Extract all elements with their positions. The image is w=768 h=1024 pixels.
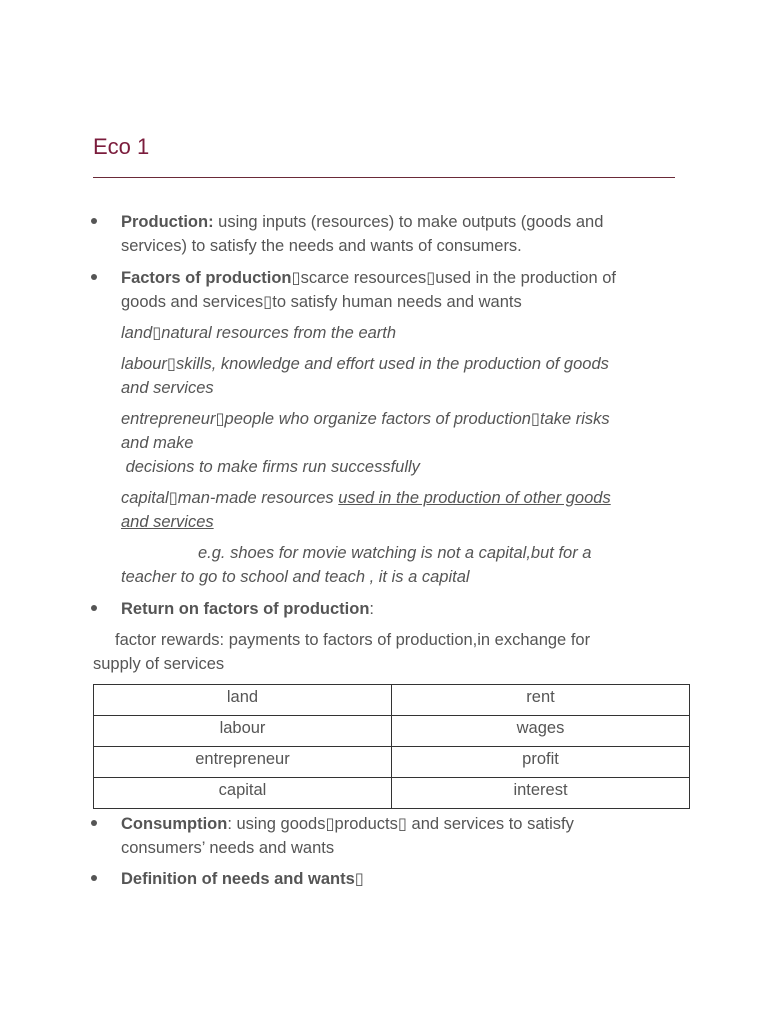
table-row — [94, 685, 690, 716]
example-line-2: teacher to go to school and teach , it is a capital — [121, 568, 470, 586]
document-title: Eco 1 — [93, 134, 150, 159]
consumption-line-1 — [121, 812, 574, 836]
entrepreneur-definition-2: and make — [121, 434, 194, 452]
bullet-dot — [91, 218, 97, 224]
example-line-1: e.g. shoes for movie watching is not a capital,but for a — [198, 544, 592, 562]
table-cell: profit — [392, 747, 690, 778]
table-row — [94, 778, 690, 809]
production-text: using inputs (resources) to make outputs (goods and — [213, 213, 604, 231]
production-line-2: services) to satisfy the needs and wants of consumers. — [121, 237, 522, 255]
table-cell: rent — [392, 685, 690, 716]
needs-wants-term: Definition of needs and wants▯ — [121, 870, 364, 888]
bullet-dot — [91, 875, 97, 881]
capital-underlined-1: used in the production of other goods — [338, 489, 611, 507]
labour-definition-1: labour▯skills, knowledge and effort used in the production of goods — [121, 355, 609, 373]
table-cell: land — [94, 685, 392, 716]
bullet-dot — [91, 605, 97, 611]
production-term: Production: — [121, 213, 214, 231]
entrepreneur-definition-1: entrepreneur▯people who organize factors of production▯take risks — [121, 410, 610, 428]
table-cell: interest — [392, 778, 690, 809]
return-heading — [121, 597, 374, 621]
capital-underlined-2: and services — [121, 513, 214, 531]
capital-definition-1 — [121, 486, 611, 510]
production-line-1 — [121, 210, 603, 234]
factors-line-2: goods and services▯to satisfy human needs and wants — [121, 293, 522, 311]
table-row — [94, 716, 690, 747]
return-term: Return on factors of production — [121, 600, 370, 618]
factors-text: ▯scarce resources▯used in the production of — [291, 269, 616, 287]
labour-definition-2: and services — [121, 379, 214, 397]
bullet-dot — [91, 274, 97, 280]
consumption-text: : using goods▯products▯ and services to satisfy — [227, 815, 574, 833]
title-divider — [93, 177, 675, 178]
bullet-dot — [91, 820, 97, 826]
table-cell: wages — [392, 716, 690, 747]
return-colon: : — [369, 600, 374, 618]
consumption-line-2: consumers’ needs and wants — [121, 839, 335, 857]
rewards-line-1: factor rewards: payments to factors of production,in exchange for — [115, 631, 591, 649]
table-row — [94, 747, 690, 778]
rewards-line-2: supply of services — [93, 655, 225, 673]
consumption-term: Consumption — [121, 815, 228, 833]
table-cell: labour — [94, 716, 392, 747]
table-cell: entrepreneur — [94, 747, 392, 778]
needs-wants-heading — [121, 867, 364, 891]
factor-rewards-table — [93, 684, 690, 809]
factors-term: Factors of production — [121, 269, 292, 287]
table-cell: capital — [94, 778, 392, 809]
capital-lead: capital▯man-made resources — [121, 489, 339, 507]
land-definition: land▯natural resources from the earth — [121, 324, 397, 342]
entrepreneur-definition-3: decisions to make firms run successfully — [121, 458, 420, 476]
factors-line-1 — [121, 266, 616, 290]
